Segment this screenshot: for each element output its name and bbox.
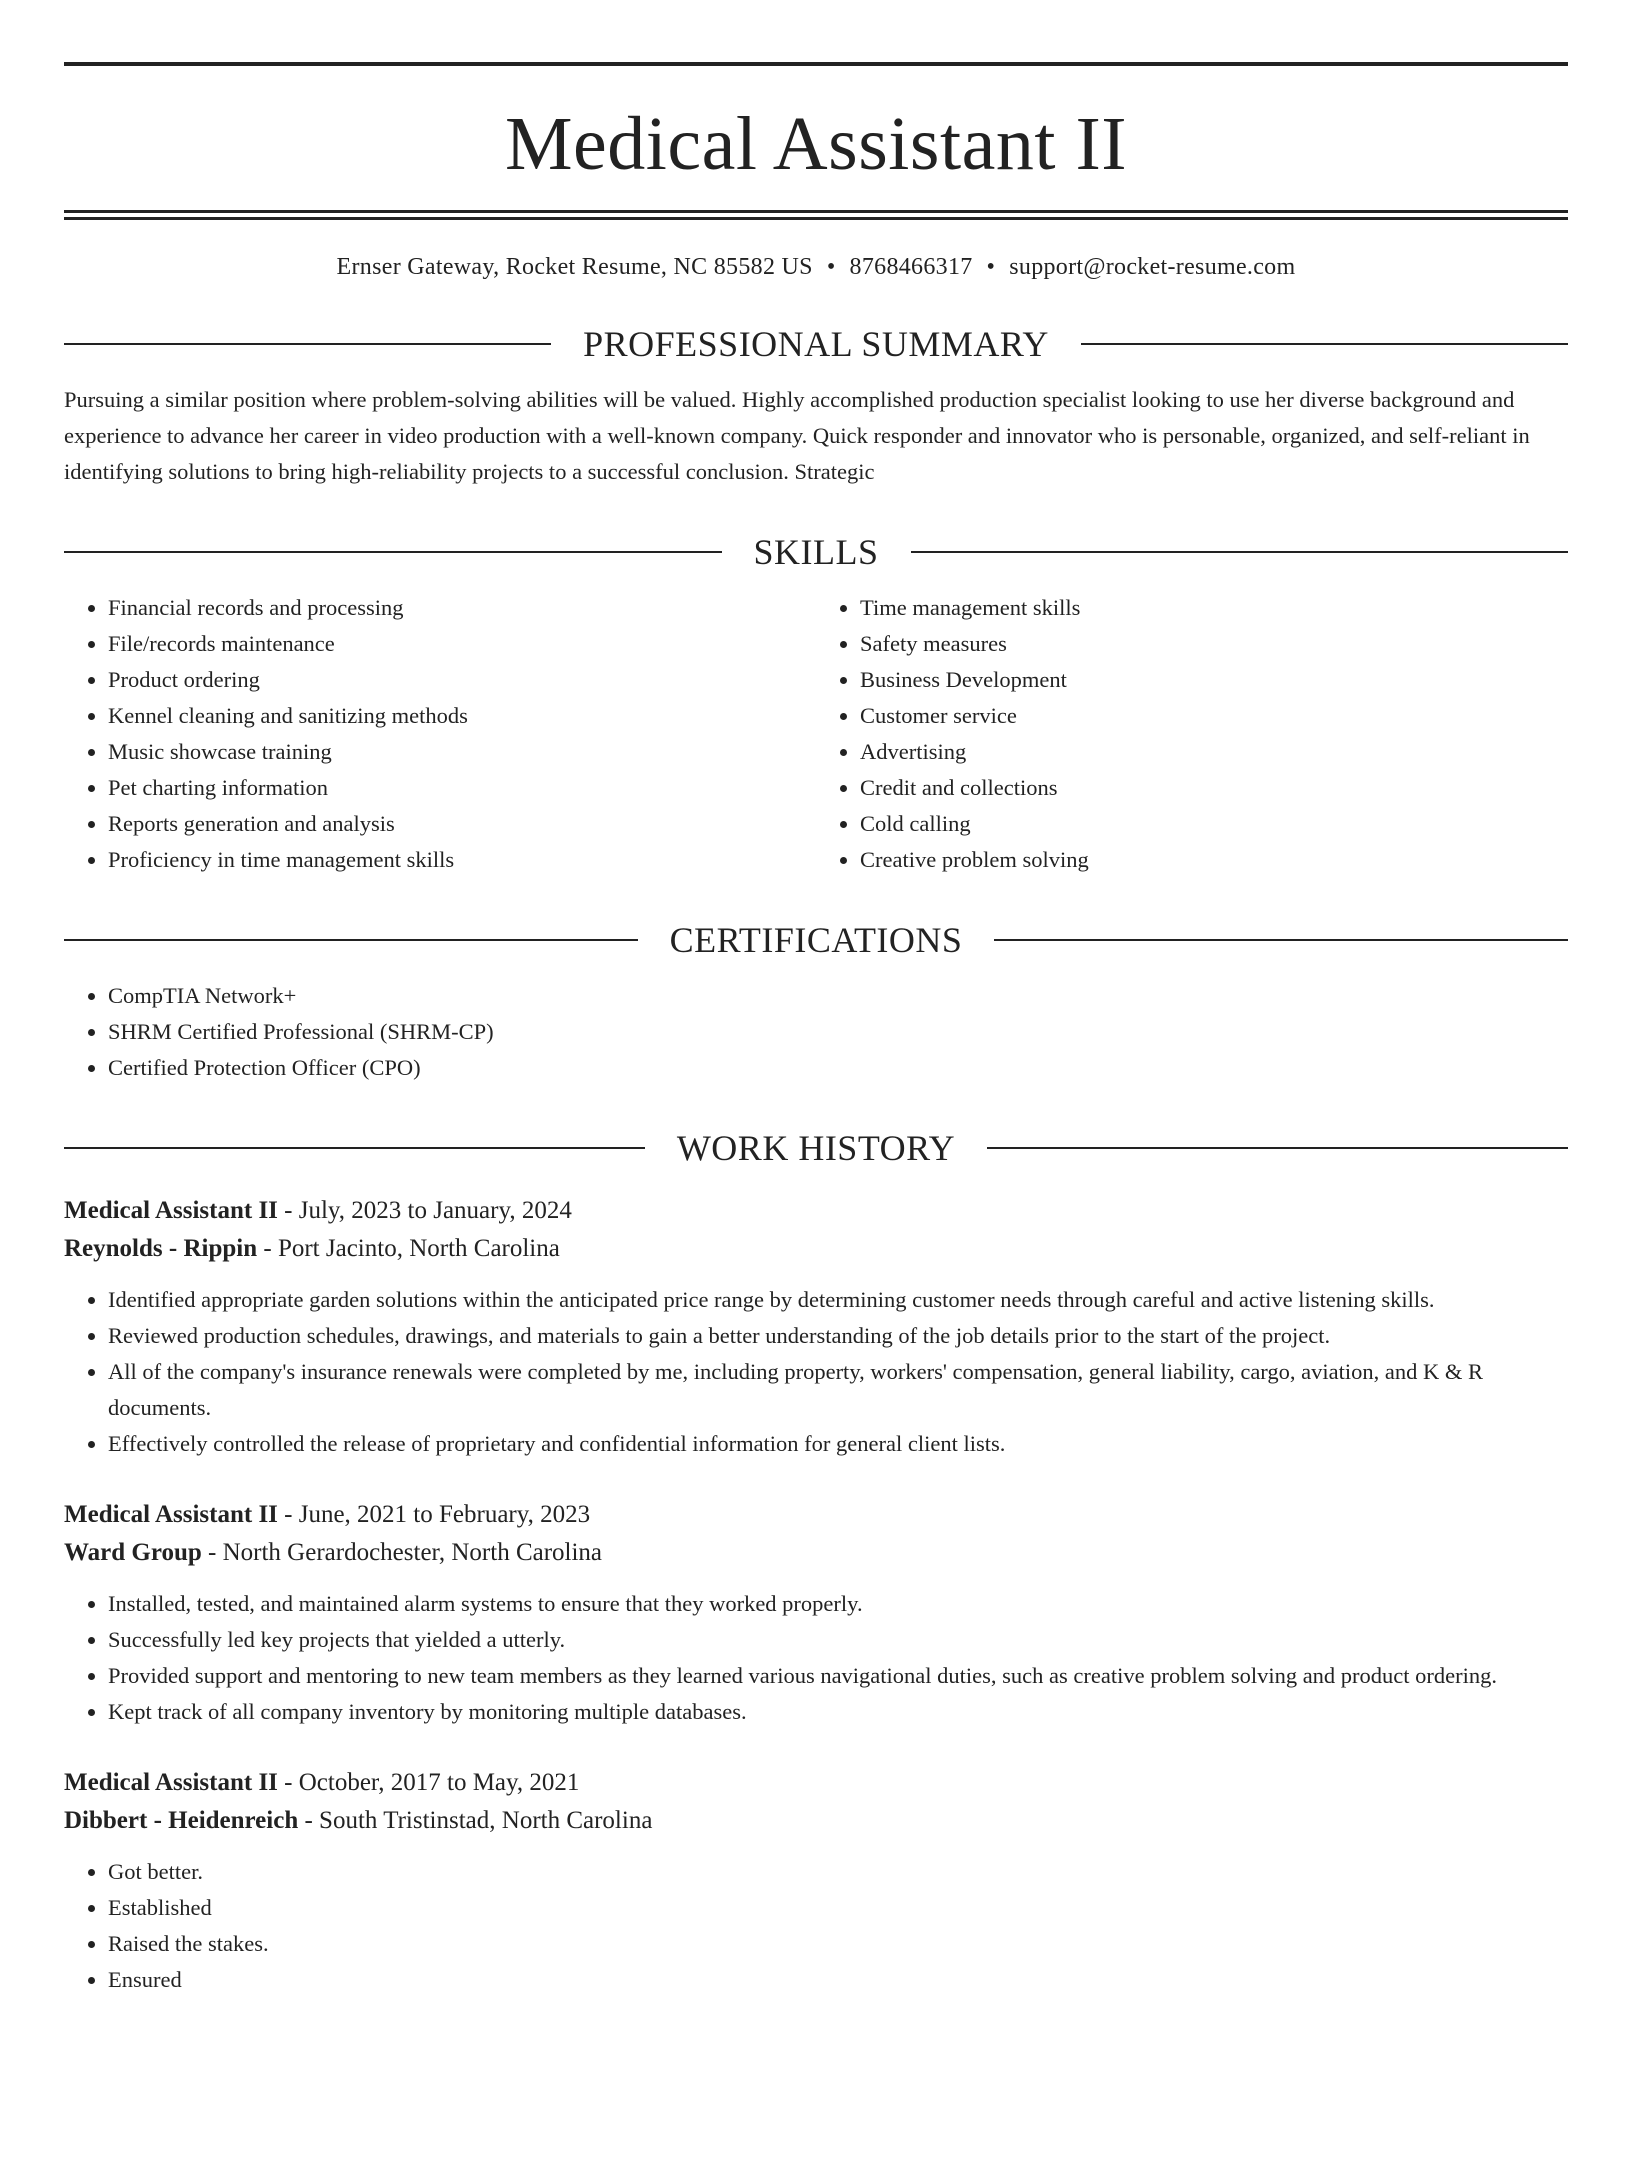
job-dates: - July, 2023 to January, 2024 (277, 1197, 572, 1224)
skills-list-right (816, 590, 1568, 878)
job-entry (64, 1496, 1568, 1730)
resume-page (0, 62, 1632, 2174)
job-title: Medical Assistant II (64, 1197, 278, 1224)
job-entry (64, 1764, 1568, 1998)
heading-rule (987, 1147, 1568, 1149)
heading-rule (994, 939, 1568, 941)
job-dates: - June, 2021 to February, 2023 (277, 1501, 591, 1528)
job-bullet: • Got better. (108, 1854, 1568, 1890)
heading-rule (1081, 343, 1568, 345)
job-title: Medical Assistant II (64, 1769, 278, 1796)
heading-rule (64, 939, 638, 941)
job-bullet: • Effectively controlled the release of proprietary and confidential information for general client lists. (108, 1426, 1568, 1462)
skills-heading-label: SKILLS (753, 532, 879, 572)
job-location: - Port Jacinto, North Carolina (257, 1235, 560, 1262)
job-bullet: • Successfully led key projects that yielded a utterly. (108, 1622, 1568, 1658)
job-bullet: • Kept track of all company inventory by monitoring multiple databases. (108, 1694, 1568, 1730)
job-title: Medical Assistant II (64, 1501, 278, 1528)
job-bullet: • Identified appropriate garden solutions within the anticipated price range by determining customer needs through careful and active listening skills. (108, 1282, 1568, 1318)
skill-item: • Customer service (860, 698, 1568, 734)
contact-separator: • (826, 254, 836, 280)
certifications-list (64, 978, 1568, 1086)
skill-item: • Creative problem solving (860, 842, 1568, 878)
skill-item: • Proficiency in time management skills (108, 842, 816, 878)
contact-phone: 8768466317 (849, 254, 973, 280)
summary-text: Pursuing a similar position where problem-solving abilities will be valued. Highly accomplished production specialist looking to use her diverse background and experience to advance her career in video production with a well-known company. Quick responder and innovator who is personable, organized, and self-reliant in identifying solutions to bring high-reliability projects to a successful conclusion. Strategic (64, 387, 1530, 484)
job-location: - North Gerardochester, North Carolina (201, 1539, 603, 1566)
certifications-heading (64, 920, 1568, 960)
job-bullet: • Provided support and mentoring to new team members as they learned various navigational duties, such as creative problem solving and product ordering. (108, 1658, 1568, 1694)
certifications-heading-label: CERTIFICATIONS (669, 920, 963, 960)
skill-item: • Cold calling (860, 806, 1568, 842)
job-bullet: • All of the company's insurance renewals were completed by me, including property, workers' compensation, general liability, cargo, aviation, and K & R documents. (108, 1354, 1568, 1426)
skill-item: • Advertising (860, 734, 1568, 770)
skill-item: • Music showcase training (108, 734, 816, 770)
job-title-line (64, 1192, 1568, 1230)
contact-separator: • (986, 254, 996, 280)
work-history-heading-label: WORK HISTORY (676, 1128, 956, 1168)
contact-line (64, 252, 1568, 282)
job-bullet: • Installed, tested, and maintained alarm systems to ensure that they worked properly. (108, 1586, 1568, 1622)
job-bullet: • Ensured (108, 1962, 1568, 1998)
work-history-heading (64, 1128, 1568, 1168)
job-bullets (64, 1854, 1568, 1998)
heading-rule (64, 1147, 645, 1149)
heading-rule (64, 343, 551, 345)
skill-item: • Time management skills (860, 590, 1568, 626)
summary-heading (64, 324, 1568, 364)
contact-address: Ernser Gateway, Rocket Resume, NC 85582 US (336, 254, 813, 280)
job-bullets (64, 1586, 1568, 1730)
resume-title: Medical Assistant II (504, 102, 1128, 186)
skill-item: • Pet charting information (108, 770, 816, 806)
job-title-line (64, 1764, 1568, 1802)
job-company: Dibbert - Heidenreich (64, 1807, 299, 1834)
job-company-line (64, 1802, 1568, 1840)
skill-item: • Business Development (860, 662, 1568, 698)
skill-item: • Financial records and processing (108, 590, 816, 626)
skill-item: • File/records maintenance (108, 626, 816, 662)
skills-list-left (64, 590, 816, 878)
skill-item: • Product ordering (108, 662, 816, 698)
job-bullet: • Raised the stakes. (108, 1926, 1568, 1962)
job-company: Reynolds - Rippin (64, 1235, 258, 1262)
job-bullets (64, 1282, 1568, 1462)
job-location: - South Tristinstad, North Carolina (298, 1807, 653, 1834)
title-double-rule (64, 210, 1568, 220)
job-company-line (64, 1534, 1568, 1572)
skills-heading (64, 532, 1568, 572)
skills-columns (64, 590, 1568, 878)
skill-item: • Credit and collections (860, 770, 1568, 806)
job-company-line (64, 1230, 1568, 1268)
top-rule (64, 62, 1568, 66)
certification-item: • CompTIA Network+ (108, 978, 1568, 1014)
summary-heading-label: PROFESSIONAL SUMMARY (583, 324, 1049, 364)
job-bullet: • Established (108, 1890, 1568, 1926)
job-dates: - October, 2017 to May, 2021 (277, 1769, 580, 1796)
job-title-line (64, 1496, 1568, 1534)
job-bullet: • Reviewed production schedules, drawings, and materials to gain a better understanding of the job details prior to the start of the project. (108, 1318, 1568, 1354)
skill-item: • Safety measures (860, 626, 1568, 662)
skill-item: • Reports generation and analysis (108, 806, 816, 842)
certification-item: • Certified Protection Officer (CPO) (108, 1050, 1568, 1086)
skill-item: • Kennel cleaning and sanitizing methods (108, 698, 816, 734)
contact-email: support@rocket-resume.com (1009, 254, 1296, 280)
certification-item: • SHRM Certified Professional (SHRM-CP) (108, 1014, 1568, 1050)
job-entry (64, 1192, 1568, 1462)
job-company: Ward Group (64, 1539, 202, 1566)
heading-rule (911, 551, 1569, 553)
heading-rule (64, 551, 722, 553)
